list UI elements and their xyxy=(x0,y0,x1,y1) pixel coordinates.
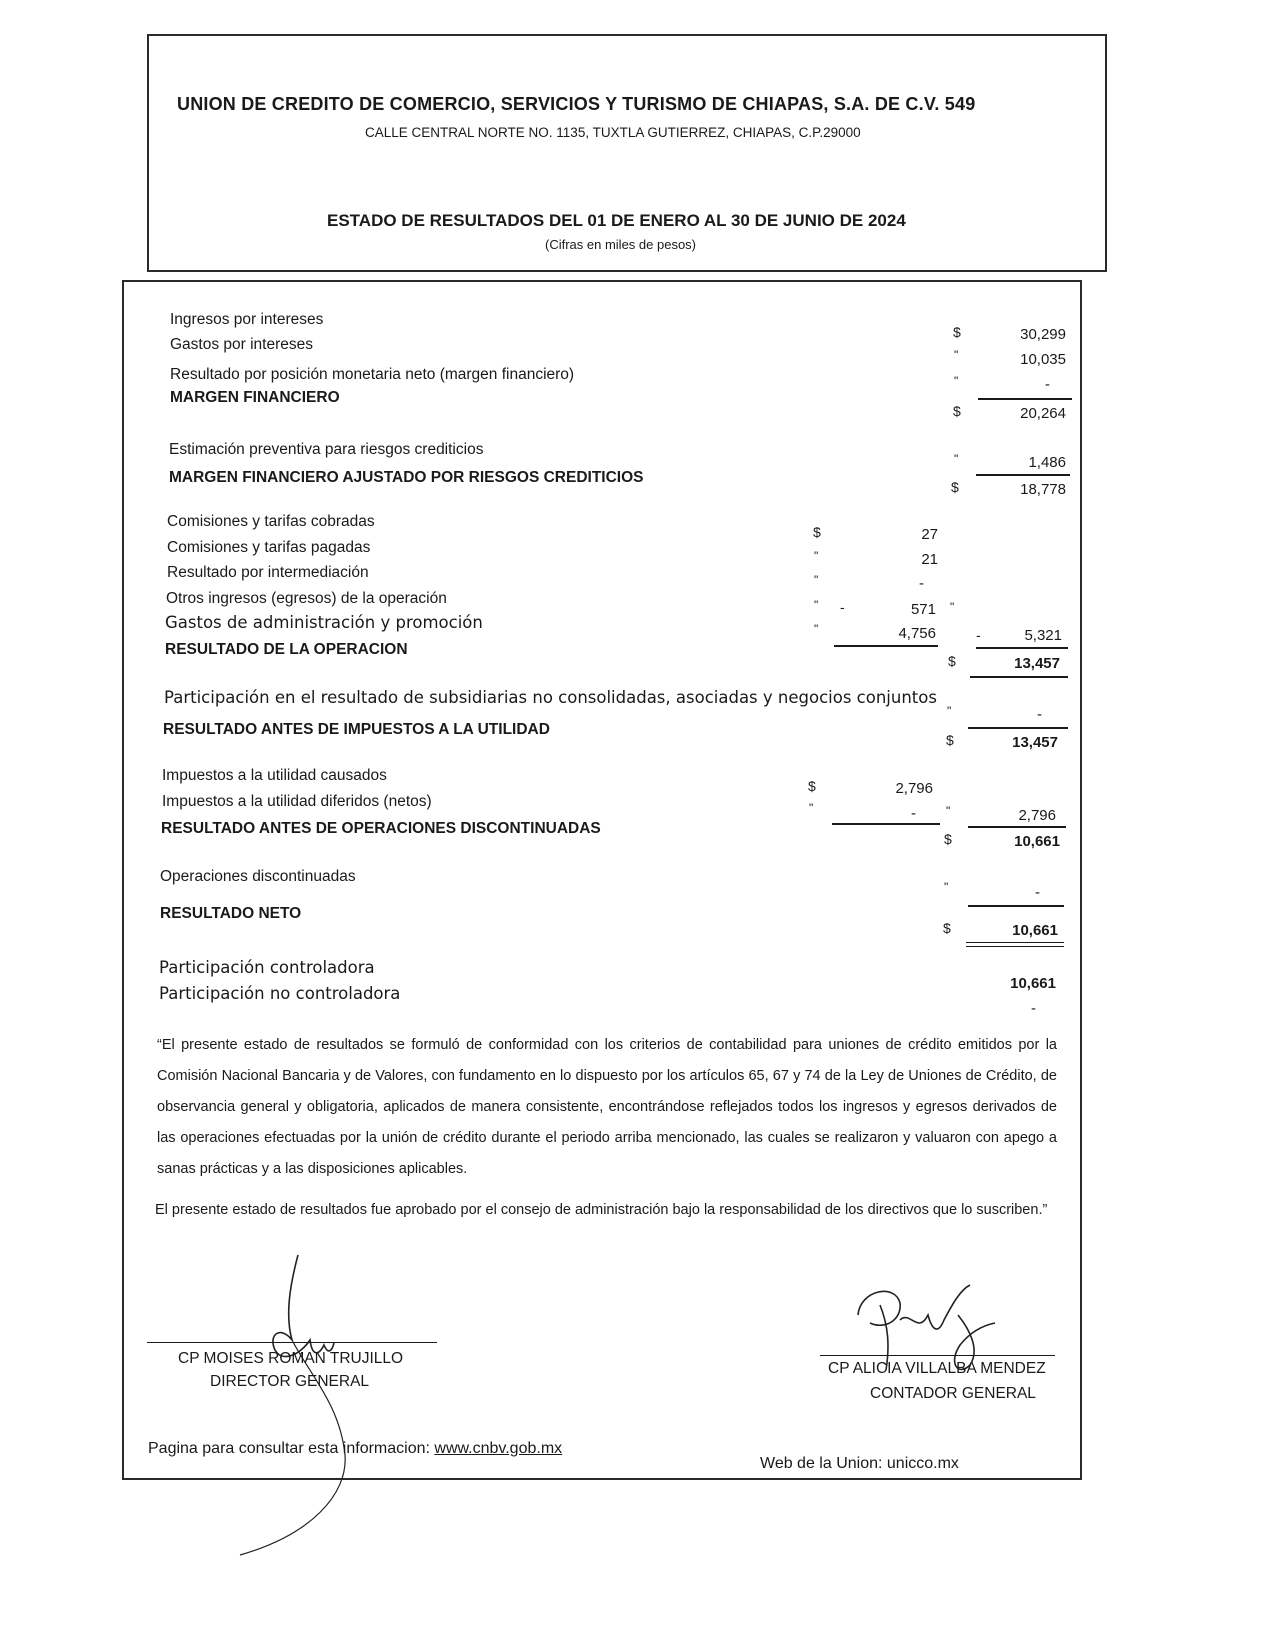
company-name: UNION DE CREDITO DE COMERCIO, SERVICIOS Y TURISMO DE CHIAPAS, S.A. DE C.V. 549 xyxy=(177,94,976,114)
subtotal-rule xyxy=(978,398,1072,400)
company-address: CALLE CENTRAL NORTE NO. 1135, TUXTLA GUTIERREZ, CHIAPAS, C.P.29000 xyxy=(365,125,861,140)
ditto-mark: " xyxy=(814,622,819,636)
row-value: 4,756 xyxy=(898,625,936,642)
ditto-mark: " xyxy=(944,880,949,894)
row-value: - xyxy=(919,575,924,592)
currency-symbol: $ xyxy=(948,653,956,669)
row-value: - xyxy=(911,805,916,822)
row-value: 10,661 xyxy=(1014,833,1060,850)
currency-symbol: $ xyxy=(944,831,952,847)
footer-web-label: Web de la Union: xyxy=(760,1455,883,1472)
row-label: MARGEN FINANCIERO AJUSTADO POR RIESGOS CREDITICIOS xyxy=(169,469,644,486)
row-label: Gastos de administración y promoción xyxy=(165,613,483,632)
row-label: Estimación preventiva para riesgos crediticios xyxy=(169,441,484,458)
subtotal-rule xyxy=(968,826,1066,828)
row-value: 21 xyxy=(921,551,938,568)
row-label: Comisiones y tarifas pagadas xyxy=(167,539,371,556)
subtotal-rule xyxy=(976,647,1068,649)
row-value: 13,457 xyxy=(1012,734,1058,751)
row-value: 10,661 xyxy=(1010,975,1056,992)
footer-consult xyxy=(148,1440,562,1458)
signature-line-left xyxy=(147,1342,437,1343)
cnbv-link[interactable]: www.cnbv.gob.mx xyxy=(434,1440,563,1457)
ditto-mark: " xyxy=(947,704,952,718)
row-label: Operaciones discontinuadas xyxy=(160,868,356,885)
row-value: 571 xyxy=(910,601,936,618)
row-value: 18,778 xyxy=(1020,481,1066,498)
currency-symbol: $ xyxy=(953,324,961,340)
ditto-mark: " xyxy=(809,801,814,815)
row-total: 2,796 xyxy=(1018,807,1056,824)
subtotal-rule xyxy=(834,645,938,647)
row-value: 27 xyxy=(921,526,938,543)
row-label: RESULTADO NETO xyxy=(160,905,302,922)
row-label: Gastos por intereses xyxy=(170,336,314,353)
row-label: Otros ingresos (egresos) de la operación xyxy=(166,590,447,607)
row-label: Participación controladora xyxy=(159,958,375,977)
row-value: 1,486 xyxy=(1028,454,1066,471)
currency-symbol: $ xyxy=(953,403,961,419)
row-value: 20,264 xyxy=(1020,405,1066,422)
row-label: RESULTADO ANTES DE IMPUESTOS A LA UTILIDAD xyxy=(163,721,550,738)
ditto-mark: " xyxy=(954,374,959,388)
ditto-mark: " xyxy=(814,598,819,612)
footer-web-value[interactable]: unicco.mx xyxy=(886,1455,959,1472)
ditto-mark: " xyxy=(946,804,951,818)
row-label: Participación no controladora xyxy=(159,984,401,1003)
signature-left xyxy=(220,1245,380,1565)
row-label: Resultado por posición monetaria neto (margen financiero) xyxy=(170,366,575,383)
ditto-mark: " xyxy=(950,600,955,614)
currency-symbol: $ xyxy=(946,732,954,748)
row-label: MARGEN FINANCIERO xyxy=(170,389,340,406)
subtotal-rule xyxy=(968,905,1064,907)
row-label: Ingresos por intereses xyxy=(170,311,324,328)
statement-subtitle: (Cifras en miles de pesos) xyxy=(545,237,696,252)
signer-title-right: CONTADOR GENERAL xyxy=(870,1385,1036,1402)
row-value: 10,661 xyxy=(1012,922,1058,939)
row-value: - xyxy=(1031,1000,1036,1017)
currency-symbol: $ xyxy=(943,920,951,936)
subtotal-rule xyxy=(832,823,940,825)
double-rule-bottom xyxy=(966,946,1064,947)
ditto-mark: " xyxy=(954,348,959,362)
row-value: - xyxy=(1045,376,1050,393)
double-rule-top xyxy=(966,942,1064,943)
minus-sign: - xyxy=(840,599,845,615)
row-value: 10,035 xyxy=(1020,351,1066,368)
row-label: Impuestos a la utilidad causados xyxy=(162,767,387,784)
row-value: 13,457 xyxy=(1014,655,1060,672)
ditto-mark: " xyxy=(814,549,819,563)
note-paragraph: El presente estado de resultados fue aprobado por el consejo de administración bajo la responsabilidad de los directivos que lo suscriben.” xyxy=(155,1202,1048,1218)
row-value: 30,299 xyxy=(1020,326,1066,343)
signer-name-left: CP MOISES ROMAN TRUJILLO xyxy=(178,1350,404,1367)
row-value: - xyxy=(1037,706,1042,723)
row-label: Comisiones y tarifas cobradas xyxy=(167,513,375,530)
signature-line-right xyxy=(820,1355,1055,1356)
signer-title-left: DIRECTOR GENERAL xyxy=(210,1373,370,1390)
ditto-mark: " xyxy=(814,573,819,587)
total-rule xyxy=(970,676,1068,678)
footer-consult-label: Pagina para consultar esta informacion: xyxy=(148,1440,430,1457)
row-value: - xyxy=(1035,884,1040,901)
row-total: 5,321 xyxy=(1024,627,1062,644)
currency-symbol: $ xyxy=(808,778,816,794)
footer-web xyxy=(760,1455,959,1473)
row-value: 2,796 xyxy=(895,780,933,797)
row-label: Resultado por intermediación xyxy=(167,564,369,581)
subtotal-rule xyxy=(976,474,1070,476)
minus-sign: - xyxy=(976,627,981,643)
ditto-mark: " xyxy=(954,452,959,466)
currency-symbol: $ xyxy=(813,524,821,540)
statement-title: ESTADO DE RESULTADOS DEL 01 DE ENERO AL 30 DE JUNIO DE 2024 xyxy=(327,211,906,230)
signer-name-right: CP ALICIA VILLALBA MENDEZ xyxy=(828,1360,1046,1377)
currency-symbol: $ xyxy=(951,479,959,495)
row-label: Participación en el resultado de subsidiarias no consolidadas, asociadas y negocios conjuntos xyxy=(164,688,937,707)
note-paragraph: “El presente estado de resultados se formuló de conformidad con los criterios de contabilidad para uniones de crédito emitidos por la Comisión Nacional Bancaria y de Valores, con fundamento en lo dispuesto por los artículos 65, 67 y 74 de la Ley de Uniones de Crédito, de observancia general y obligatoria, aplicados de manera consistente, encontrándose reflejados todos los ingresos y egresos derivados de las operaciones efectuadas por la unión de crédito durante el periodo arriba mencionado, las cuales se realizaron y valuaron con apego a sanas prácticas y a las disposiciones aplicables. xyxy=(157,1037,1057,1177)
subtotal-rule xyxy=(968,727,1068,729)
row-label: Impuestos a la utilidad diferidos (netos) xyxy=(162,793,432,810)
row-label: RESULTADO DE LA OPERACION xyxy=(165,641,408,658)
row-label: RESULTADO ANTES DE OPERACIONES DISCONTINUADAS xyxy=(161,820,601,837)
